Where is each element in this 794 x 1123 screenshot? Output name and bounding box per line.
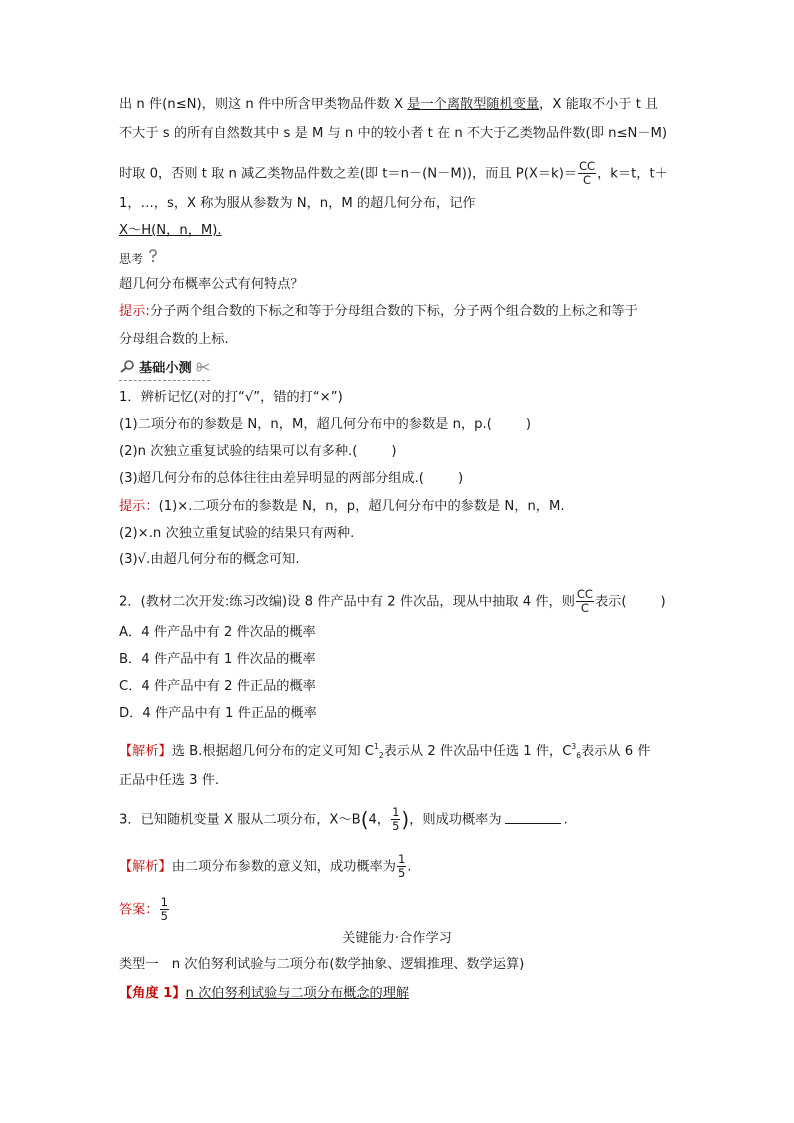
- underlined-term: 是一个离散型随机变量: [407, 97, 540, 112]
- q2-option-c: C．4 件产品中有 2 件正品的概率: [119, 679, 316, 694]
- text: (3)超几何分布的总体往往由差异明显的两部分组成.(: [119, 471, 424, 486]
- para-line-3: [119, 160, 668, 187]
- q1-hint-2: (2)×.n 次独立重复试验的结果只有两种.: [119, 526, 355, 541]
- hint-text: 分子两个组合数的下标之和等于分母组合数的下标，分子两个组合数的上标之和等于: [149, 304, 638, 319]
- text: ，X 能取不小于 t 且: [539, 97, 659, 112]
- think-icon: [147, 252, 159, 266]
- answer-blank[interactable]: [505, 811, 561, 824]
- type-line: 类型一 n 次伯努利试验与二项分布(数学抽象、逻辑推理、数学运算): [119, 957, 525, 972]
- left-paren: (: [360, 807, 369, 832]
- q1-hint-3: (3)√.由超几何分布的概念可知.: [119, 552, 300, 567]
- q3-solution: [119, 853, 411, 880]
- think-label-row: [119, 249, 159, 268]
- q3-fraction: [391, 806, 400, 833]
- solution-fraction: [397, 853, 406, 880]
- angle-text: n 次伯努利试验与二项分布概念的理解: [185, 986, 410, 1001]
- section-heading: 关键能力·合作学习: [342, 931, 452, 946]
- text: ): [391, 444, 397, 459]
- q3-answer: [119, 896, 170, 923]
- fraction-denominator: C: [580, 601, 589, 615]
- text: ，k＝t，t＋: [597, 166, 668, 182]
- fraction-denominator: 5: [392, 819, 400, 833]
- text: 3．已知随机变量 X 服从二项分布，X～B: [119, 812, 361, 828]
- text: (1)二项分布的参数是 N，n，M，超几何分布中的参数是 n，p.(: [119, 417, 492, 432]
- think-hint-line-1: [119, 303, 638, 321]
- right-paren: ): [401, 807, 410, 832]
- subscript: 6: [576, 751, 581, 760]
- q1-item-2: [119, 443, 397, 461]
- text: .: [407, 859, 412, 875]
- notation-line: X～H(N，n，M).: [119, 223, 222, 238]
- fraction-numerator: 1: [392, 805, 400, 819]
- superscript: 3: [571, 742, 577, 751]
- text: 由二项分布参数的意义知，成功概率为: [171, 859, 396, 875]
- fraction-numerator: 1: [397, 852, 406, 866]
- text: ): [660, 594, 666, 610]
- probability-fraction: [578, 160, 596, 187]
- text: 选 B.根据超几何分布的定义可知 C: [171, 744, 375, 759]
- hint-label: 提示:: [119, 304, 150, 319]
- answer-label: 答案：: [119, 902, 159, 918]
- q1-item-1: [119, 416, 531, 434]
- text: 表示(: [594, 594, 627, 610]
- q1-stem: 1．辨析记忆(对的打“√”，错的打“×”): [119, 390, 343, 405]
- q2-solution-line-1: [119, 738, 651, 765]
- hint-label: 提示：: [119, 499, 159, 514]
- text: 2．(教材二次开发:练习改编)设 8 件产品中有 2 件次品，现从中抽取 4 件，则: [119, 594, 575, 610]
- q2-option-d: D．4 件产品中有 1 件正品的概率: [119, 706, 317, 721]
- fraction-denominator: 5: [397, 866, 406, 880]
- q1-item-3: [119, 470, 463, 488]
- subscript: 2: [378, 751, 384, 760]
- fraction-numerator: 1: [160, 895, 168, 909]
- superscript: 1: [374, 742, 379, 751]
- fraction-numerator: CC: [579, 159, 596, 173]
- q1-hint-1: [119, 498, 565, 516]
- angle-line: [119, 985, 409, 1003]
- solution-label: 【解析】: [119, 744, 172, 759]
- text: 时取 0，否则 t 取 n 减乙类物品件数之差(即 t＝n－(N－M))，而且 P(X＝k)＝: [119, 166, 578, 182]
- text: ): [457, 471, 464, 486]
- fraction-denominator: C: [583, 173, 592, 187]
- q2-option-a: A．4 件产品中有 2 件次品的概率: [119, 625, 316, 640]
- q2-stem: [119, 588, 666, 615]
- text: (2)n 次独立重复试验的结果可以有多种.(: [119, 444, 358, 459]
- q2-option-b: B．4 件产品中有 1 件次品的概率: [119, 652, 316, 667]
- text: 表示从 6 件: [580, 744, 651, 759]
- text: 表示从 2 件次品中任选 1 件，C: [383, 744, 572, 759]
- q3-stem: [119, 806, 568, 833]
- text: 出 n 件(n≤N)，则这 n 件中所含甲类物品件数 X: [119, 97, 408, 112]
- answer-fraction: [160, 896, 169, 923]
- text: 4，: [368, 812, 391, 828]
- para-line-4: 1，…，s，X 称为服从参数为 N，n，M 的超几何分布，记作: [119, 196, 476, 211]
- q2-fraction: [576, 588, 594, 615]
- para-line-2: 不大于 s 的所有自然数其中 s 是 M 与 n 中的较小者 t 在 n 不大于乙类物品件数(即 n≤N－M): [119, 126, 668, 141]
- text: .: [563, 812, 568, 828]
- angle-label: 【角度 1】: [119, 986, 186, 1001]
- text: ，则成功概率为: [409, 812, 502, 828]
- think-question: 超几何分布概率公式有何特点？: [119, 277, 304, 292]
- think-label: 思考: [119, 252, 144, 266]
- magnifier-icon: [119, 359, 135, 379]
- think-hint-line-2: 分母组合数的上标.: [119, 332, 229, 347]
- scissors-icon: [196, 360, 210, 378]
- section-header-box: [119, 359, 210, 381]
- fraction-denominator: 5: [160, 909, 168, 923]
- para-line-1: [119, 96, 658, 114]
- section-title: 基础小测: [139, 361, 192, 376]
- q2-solution-line-2: 正品中任选 3 件.: [119, 773, 220, 788]
- section-header: [119, 359, 210, 381]
- solution-label: 【解析】: [119, 859, 172, 875]
- hint-text: (1)×.二项分布的参数是 N，n，p，超几何分布中的参数是 N，n，M.: [158, 499, 565, 514]
- fraction-numerator: CC: [576, 587, 593, 601]
- text: ): [525, 417, 532, 432]
